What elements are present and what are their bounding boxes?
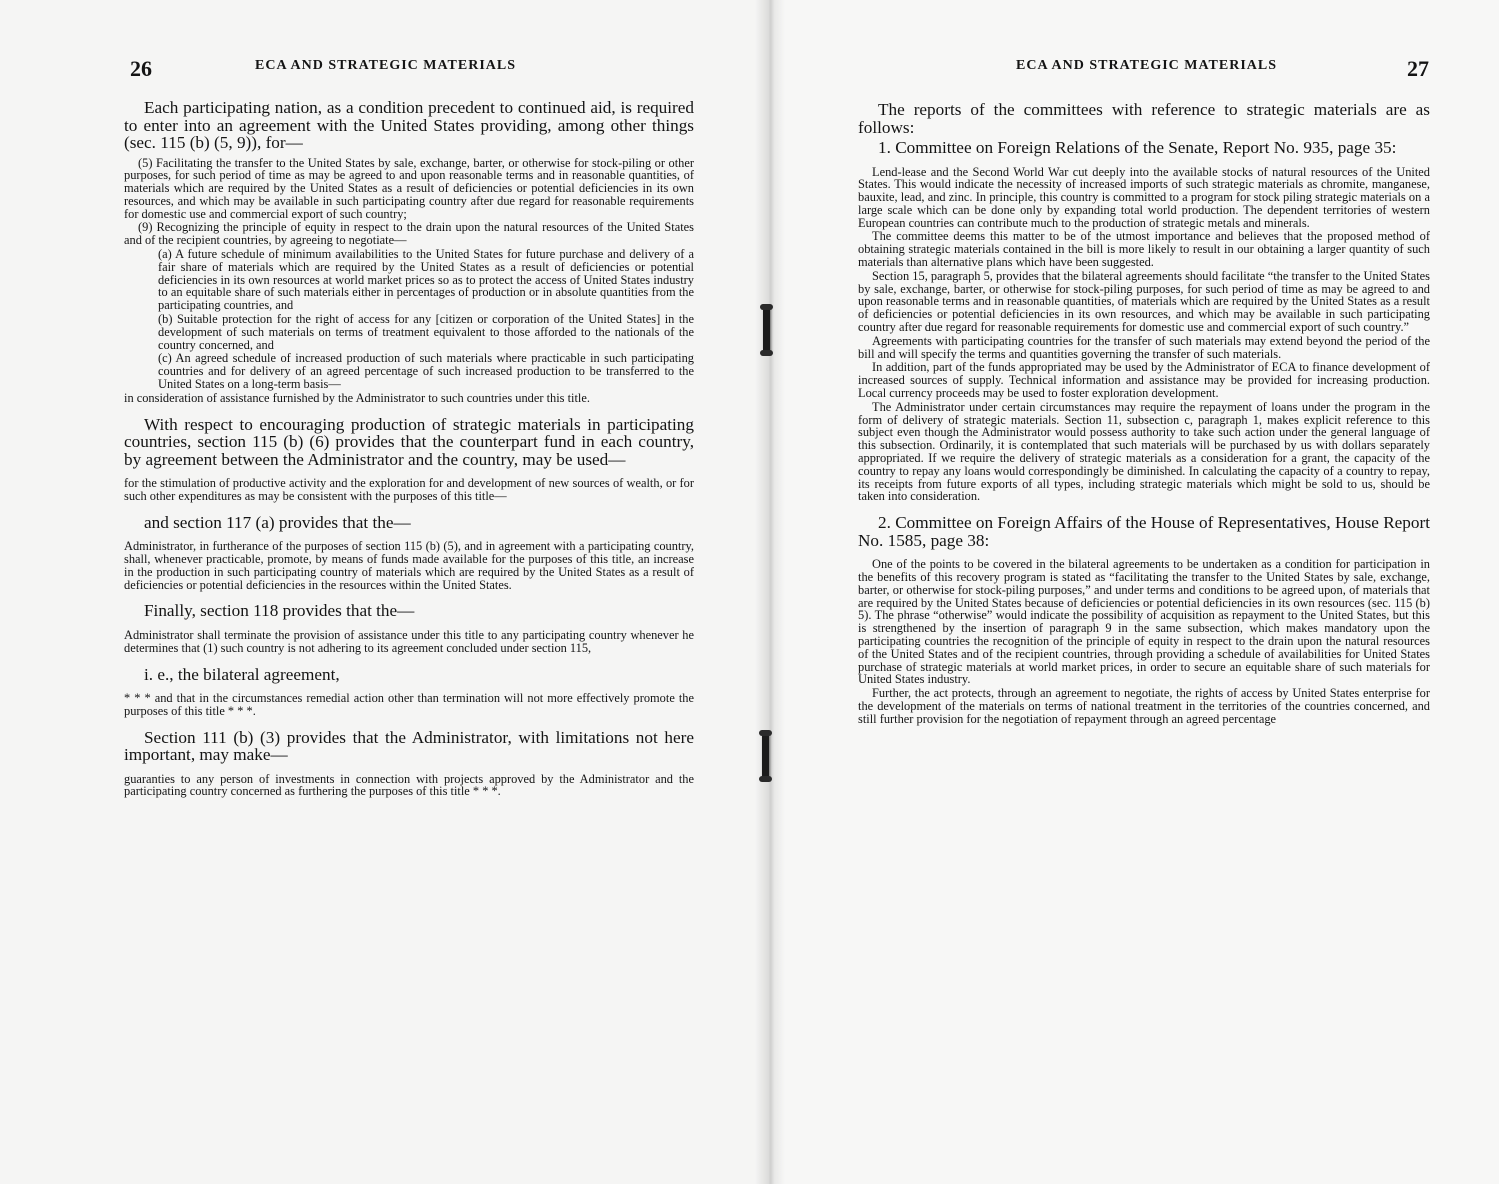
right-page [770,0,1499,1184]
paragraph: i. e., the bilateral agreement, [144,664,340,684]
paragraph: The reports of the committees with reference to strategic materials are as follows: [858,100,1430,137]
paragraph: With respect to encouraging production of strategic materials in participating countries, section 115 (b) (6) provides that the counterpart fund in each country, by agreement between the Administrator and the country, may be used— [124,414,694,469]
paragraph: In addition, part of the funds appropriated may be used by the Administrator of ECA to finance development of increased sources of supply. Technical information and assistance may be provided for increasing production. Local currency proceeds may be used to foster exploration development. [858,360,1430,401]
paragraph: (c) An agreed schedule of increased production of such materials where practicable in such participating countries and for delivery of an agreed percentage of such increased production to be transferred to the United States on a long-term basis— [158,351,694,392]
paragraph: Administrator, in furtherance of the purposes of section 115 (b) (5), and in agreement with a participating country, shall, whenever practicable, promote, by means of funds made available for the purposes of this title, an increase in the production in such participating country of materials which are required by the United States as a result of deficiencies or potential deficiencies in the resources within the United States. [124,539,694,592]
paragraph: (a) A future schedule of minimum availabilities to the United States for future purchase and delivery of a fair share of materials which are required by the United States as a result of deficiencies or potential deficiencies in its own resources at world market prices so as to protect the access of United States industry to an equitable share of such materials either in percentages of production or in absolute quantities from the participating countries, and [158,247,694,313]
staple [762,732,769,780]
paragraph: 1. Committee on Foreign Relations of the Senate, Report No. 935, page 35: [878,138,1397,157]
running-head: ECA AND STRATEGIC MATERIALS [1016,58,1278,73]
page-number: 26 [130,56,152,81]
paragraph: (9) Recognizing the principle of equity in respect to the drain upon the natural resources of the United States and of the recipient countries, by agreeing to negotiate— [124,220,694,248]
right-page-text [858,98,1430,726]
paragraph: for the stimulation of productive activity and the exploration for and development of new sources of wealth, or for such other expenditures as may be consistent with the purposes of this title— [124,476,694,503]
running-head: ECA AND STRATEGIC MATERIALS [255,58,517,73]
paragraph: (5) Facilitating the transfer to the United States by sale, exchange, barter, or otherwise for stock-piling or other purposes, for such period of time as may be agreed to and upon reasonable terms and in reasonable quantities, of materials which are required by the United States as a result of deficiencies or potential deficiencies in its own resources, and which may be available in such participating country after due regard for reasonable requirements for domestic use and commercial export of such country; [124,155,694,221]
paragraph: 2. Committee on Foreign Affairs of the House of Representatives, House Report No. 1585, page 38: [858,513,1430,550]
paragraph: One of the points to be covered in the bilateral agreements to be undertaken as a condition for participation in the benefits of this recovery program is stated as “facilitating the transfer to the United States by sale, exchange, barter, or otherwise for stock-piling purposes,” and under terms and conditions to be agreed upon, of materials that are required by the United States because of deficiencies or potential deficiencies in its own resources (sec. 115 (b) 5). The phrase “otherwise” would indicate the possibility of acquisition as repayment to the United States, but this is strengthened by the insertion of paragraph 9 in the same subsection, which makes mandatory upon the participating countries the recognition of the principle of equity in respect to the drain upon the natural resources of the United States and of the recipient countries, through providing a schedule of availabilities for United States purchase of strategic materials at world market prices, in order to secure an equitable share of such materials for United States industry. [858,557,1430,687]
paragraph: Agreements with participating countries for the transfer of such materials may extend beyond the period of the bill and will specify the terms and quantities governing the transfer of such materials. [858,333,1430,361]
paragraph: * * * and that in the circumstances remedial action other than termination will not more effectively promote the purposes of this title * * *. [124,691,694,718]
paragraph: in consideration of assistance furnished by the Administrator to such countries under this title. [124,390,590,405]
paragraph: Section 15, paragraph 5, provides that the bilateral agreements should facilitate “the transfer to the United States by sale, exchange, barter, or otherwise for stock-piling purposes, for such period of time as may be agreed to and upon reasonable terms and in reasonable quantities, of materials which are required by the United States as a result of deficiencies or potential deficiencies in its own resources, and which may be available in such participating country after due regard for reasonable requirements for domestic use and commercial export of such country.” [858,268,1430,335]
paragraph: Lend-lease and the Second World War cut deeply into the available stocks of natural resources of the United States. This would indicate the necessity of increased imports of such strategic materials as chromite, manganese, bauxite, lead, and zinc. In principle, this country is committed to a program for stock piling strategic materials on a large scale which can be done only by expanding total world production. The dependent territories of western European countries can contribute much to the production of strategic metals and minerals. [858,164,1430,230]
book-gutter [755,0,785,1184]
left-page-text [124,96,694,798]
paragraph: and section 117 (a) provides that the— [144,512,411,532]
paragraph: Section 111 (b) (3) provides that the Administrator, with limitations not here important, may make— [124,727,694,765]
paragraph: guaranties to any person of investments in connection with projects approved by the Administrator and the participating country concerned as furthering the purposes of this title * * *. [124,771,694,799]
staple [763,306,770,354]
paragraph: The Administrator under certain circumstances may require the repayment of loans under the program in the form of delivery of strategic materials. Section 11, subsection c, paragraph 1, makes explicit reference to this subject even though the Administrator would possess authority to take such action under the general language of this subsection. Ordinarily, it is contemplated that such materials will be purchased by us with dollars separately appropriated. If we require the delivery of strategic materials as a consideration for a grant, the capacity of the country to repay any loans would correspondingly be diminished. In calculating the capacity of a country to repay, its receipts from future exports of all types, including strategic materials which might be sold to us, should be taken into consideration. [858,399,1430,504]
paragraph: Finally, section 118 provides that the— [144,601,415,621]
paragraph: The committee deems this matter to be of the utmost importance and believes that the proposed method of obtaining strategic materials contained in the bill is more likely to result in our obtaining a larger quantity of such materials than alternative plans which have been suggested. [858,229,1430,270]
paragraph: (b) Suitable protection for the right of access for any [citizen or corporation of the United States] in the development of such materials on terms of treatment equivalent to those afforded to the nationals of the country concerned, and [158,312,694,352]
paragraph: Further, the act protects, through an agreement to negotiate, the rights of access by United States enterprise for the development of the materials on terms of national treatment in the territories of the countries concerned, and still further provision for the negotiation of repayment through an agreed percentage [858,686,1430,726]
page-number: 27 [1407,56,1429,81]
paragraph: Each participating nation, as a condition precedent to continued aid, is required to enter into an agreement with the United States providing, among other things (sec. 115 (b) (5, 9)), for— [124,98,694,152]
paragraph: Administrator shall terminate the provision of assistance under this title to any participating country whenever he determines that (1) such country is not adhering to its agreement concluded under section 115, [124,627,694,655]
